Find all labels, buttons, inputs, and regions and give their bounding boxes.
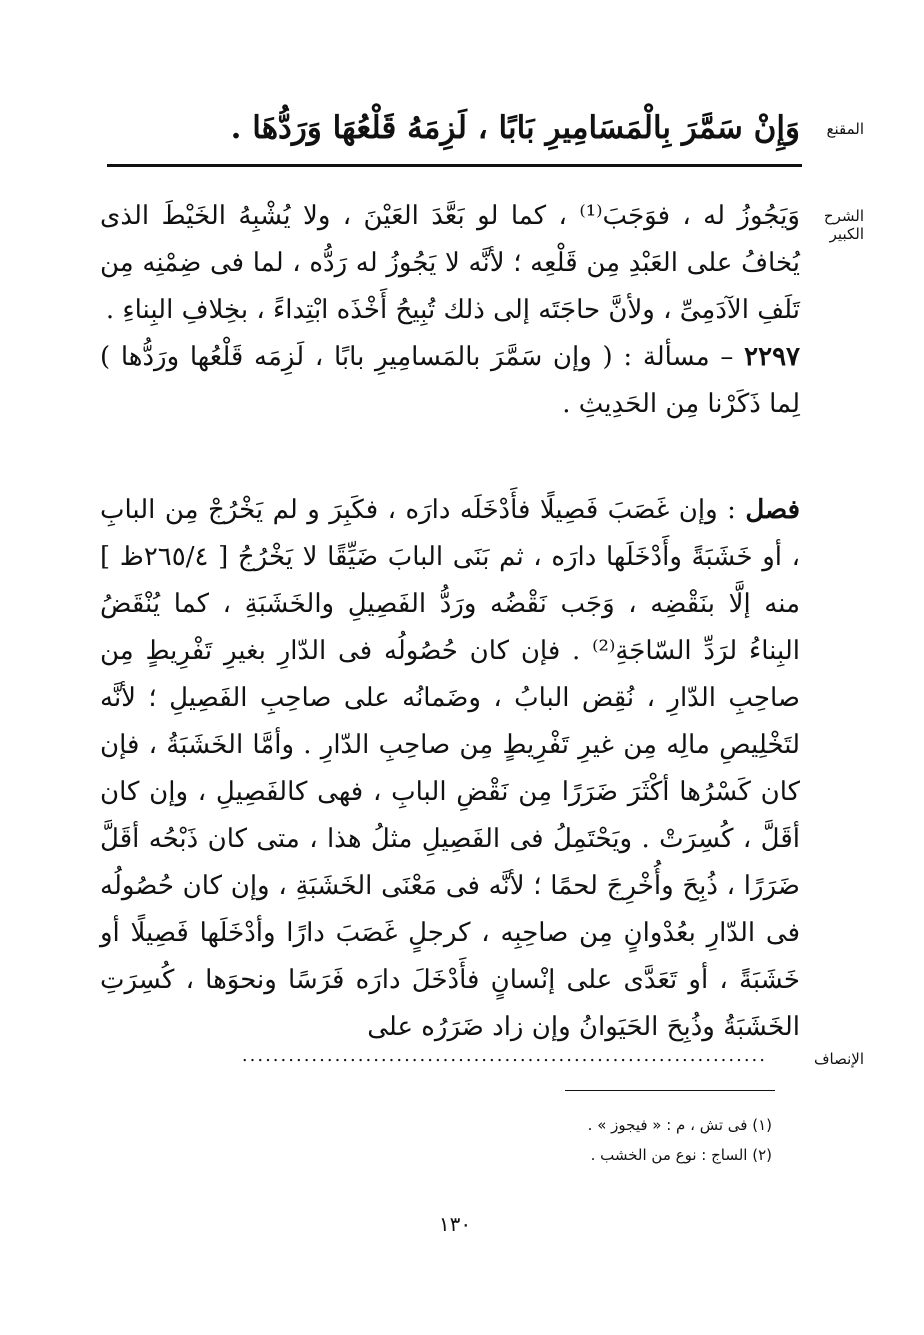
margin-label-insaf: الإنصاف bbox=[813, 1050, 864, 1068]
footnote-1: (١) فى تش ، م : « فيجوز » . bbox=[587, 1116, 772, 1134]
footnotes bbox=[300, 1110, 772, 1170]
sharh-paragraph: وَيَجُوزُ له ، فوَجَبَ⁽¹⁾ ، كما لو بَعَّدَ العَيْنَ ، ولا يُشْبِهُ الخَيْطَ الذى يُخافُ على العَبْدِ مِن قَلْعِه ؛ لأنَّه لا يَجُوزُ له رَدُّه ، لما فى ضِمْنِه مِن تَلَفِ الآدَمِىِّ ، ولأنَّ حاجَتَه إلى ذلك تُبِيحُ أَخْذَه ابْتِداءً ، بخِلافِ البِناءِ . bbox=[100, 201, 800, 325]
masala-text: – مسألة : ( وإن سَمَّرَ بالمَسامِيرِ بابًا ، لَزِمَه قَلْعُها ورَدُّها ) لِما ذَكَرْنا مِن الحَدِيثِ . bbox=[100, 342, 800, 419]
fasl-heading: فصل bbox=[745, 495, 800, 525]
footnote-2: (٢) الساج : نوع من الخشب . bbox=[590, 1146, 772, 1164]
sharh-section bbox=[100, 193, 800, 428]
masala-number: ٢٢٩٧ bbox=[744, 342, 800, 372]
insaf-dotted-line: .................................................................... bbox=[241, 1045, 767, 1066]
margin-label-sharh: الشرح الكبير bbox=[823, 207, 864, 243]
margin-label-muqni: المقنع bbox=[826, 120, 864, 138]
fasl-paragraph bbox=[100, 487, 800, 1051]
page-number: ١٣٠ bbox=[438, 1212, 472, 1236]
footnote-divider bbox=[565, 1090, 775, 1091]
masala-paragraph bbox=[100, 334, 800, 428]
fasl-section bbox=[100, 487, 800, 1051]
fasl-text: : وإن غَصَبَ فَصِيلًا فأَدْخَلَه دارَه ، فكَبِرَ و لم يَخْرُجْ مِن البابِ ، أو خَشَبَةً وأَدْخَلَها دارَه ، ثم بَنَى البابَ ضَيِّقًا لا يَخْرُجُ [ ٢٦٥/٤ظ ] منه إلَّا بنَقْضِه ، وَجَب نَقْضُه ورَدُّ الفَصِيلِ والخَشَبَةِ ، كما يُنْقَضُ البِناءُ لرَدِّ السّاجَةِ⁽²⁾ . فإن كان حُصُولُه فى الدّارِ بغيرِ تَفْرِيطٍ مِن صاحِبِ الدّارِ ، نُقِض البابُ ، وضَمانُه على صاحِبِ الفَصِيلِ ؛ لأنَّه لتَخْلِيصِ مالِه مِن غيرِ تَفْرِيطٍ مِن صاحِبِ الدّارِ . وأمَّا الخَشَبَةُ ، فإن كان كَسْرُها أكْثَرَ ضَرَرًا مِن نَقْضِ البابِ ، فهى كالفَصِيلِ ، وإن كان أقَلَّ ، كُسِرَتْ . ويَحْتَمِلُ فى الفَصِيلِ مثلُ هذا ، متى كان ذَبْحُه أقَلَّ ضَرَرًا ، ذُبِحَ وأُخْرِجَ لحمًا ؛ لأنَّه فى مَعْنَى الخَشَبَةِ ، وإن كان حُصُولُه فى الدّارِ بعُدْوانٍ مِن صاحِبِه ، كرجلٍ غَصَبَ دارًا وأدْخَلَها فَصِيلًا أو خَشَبَةً ، أو تَعَدَّى على إنْسانٍ فأَدْخَلَ دارَه فَرَسًا ونحوَها ، كُسِرَتِ الخَشَبَةُ وذُبِحَ الحَيَوانُ وإن زاد ضَرَرُه على bbox=[100, 495, 801, 1042]
section-divider bbox=[107, 164, 802, 167]
muqni-verse: وَإِنْ سَمَّرَ بِالْمَسَامِيرِ بَابًا ، لَزِمَهُ قَلْعُهَا وَرَدُّهَا . bbox=[230, 110, 800, 146]
